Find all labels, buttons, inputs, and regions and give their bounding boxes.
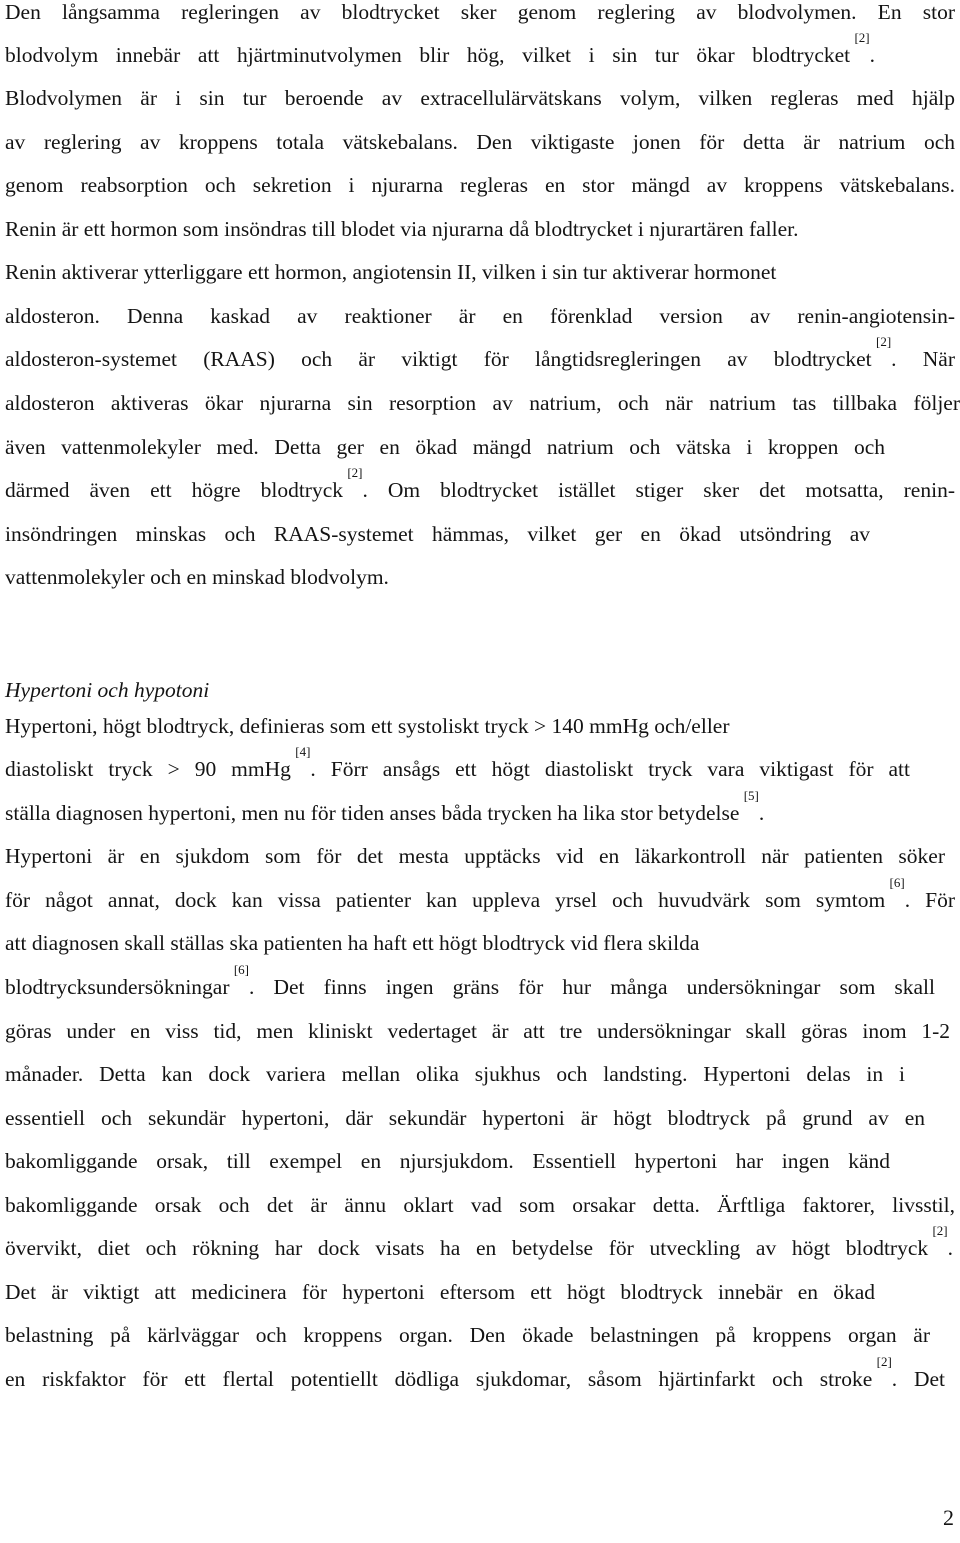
citation-ref: [2] — [347, 465, 363, 480]
text-line: därmed även ett högre blodtryck [2]. Om blodtrycket istället stiger sker det motsatta, renin- — [5, 465, 955, 502]
text-line: bakomliggande orsak, till exempel en njursjukdom. Essentiell hypertoni har ingen känd — [5, 1149, 890, 1173]
text-line: att diagnosen skall ställas ska patienten ha haft ett högt blodtryck vid flera skilda — [5, 931, 700, 955]
text-line: Hypertoni, högt blodtryck, definieras som ett systoliskt tryck > 140 mmHg och/eller — [5, 714, 730, 738]
text-line: Den långsamma regleringen av blodtrycket sker genom reglering av blodvolymen. En stor — [5, 0, 955, 24]
text-line: ställa diagnosen hypertoni, men nu för tiden anses båda trycken ha lika stor betydelse [5]. — [5, 788, 765, 825]
section-heading: Hypertoni och hypotoni — [5, 678, 210, 702]
text-line: insöndringen minskas och RAAS-systemet hämmas, vilket ger en ökad utsöndring av — [5, 522, 870, 546]
citation-ref: [2] — [875, 334, 892, 349]
text-line: av reglering av kroppens totala vätskebalans. Den viktigaste jonen för detta är natrium och — [5, 130, 955, 154]
citation-ref: [2] — [876, 1354, 892, 1369]
text-line: en riskfaktor för ett flertal potentiellt dödliga sjukdomar, såsom hjärtinfarkt och stroke [2]. Det — [5, 1354, 945, 1391]
citation-ref: [5] — [743, 788, 759, 803]
text-line: diastoliskt tryck > 90 mmHg [4]. Förr ansågs ett högt diastoliskt tryck vara viktigast för att — [5, 744, 910, 781]
text-line: aldosteron-systemet (RAAS) och är viktigt för långtidsregleringen av blodtrycket [2]. När — [5, 334, 955, 371]
text-line: aldosteron aktiveras ökar njurarna sin resorption av natrium, och när natrium tas tillbaka följer — [5, 391, 960, 415]
citation-ref: [6] — [233, 962, 249, 977]
citation-ref: [6] — [889, 875, 905, 890]
text-line: essentiell och sekundär hypertoni, där sekundär hypertoni är högt blodtryck på grund av en — [5, 1106, 925, 1130]
text-line: vattenmolekyler och en minskad blodvolym. — [5, 565, 389, 589]
text-line: även vattenmolekyler med. Detta ger en ökad mängd natrium och vätska i kroppen och — [5, 435, 885, 459]
text-line: genom reabsorption och sekretion i njurarna regleras en stor mängd av kroppens vätskebalans. — [5, 173, 955, 197]
text-line: Renin är ett hormon som insöndras till blodet via njurarna då blodtrycket i njurartären faller. — [5, 217, 799, 241]
text-line: Blodvolymen är i sin tur beroende av extracellulärvätskans volym, vilken regleras med hjälp — [5, 86, 955, 110]
text-line: för något annat, dock kan vissa patienter kan uppleva yrsel och huvudvärk som symtom [6]. För — [5, 875, 955, 912]
page-number: 2 — [943, 1505, 954, 1530]
text-line: aldosteron. Denna kaskad av reaktioner är en förenklad version av renin-angiotensin- — [5, 304, 955, 328]
text-line: blodtrycksundersökningar [6]. Det finns ingen gräns för hur många undersökningar som skall — [5, 962, 935, 999]
text-line: Hypertoni är en sjukdom som för det mesta upptäcks vid en läkarkontroll när patienten söker — [5, 844, 945, 868]
citation-ref: [2] — [854, 30, 870, 45]
text-line: blodvolym innebär att hjärtminutvolymen blir hög, vilket i sin tur ökar blodtrycket [2]. — [5, 30, 875, 67]
text-line: bakomliggande orsak och det är ännu oklart vad som orsakar detta. Ärftliga faktorer, livsstil, — [5, 1193, 955, 1217]
text-line: månader. Detta kan dock variera mellan olika sjukhus och landsting. Hypertoni delas in i — [5, 1062, 905, 1086]
text-line: Det är viktigt att medicinera för hypertoni eftersom ett högt blodtryck innebär en ökad — [5, 1280, 875, 1304]
citation-ref: [2] — [932, 1223, 948, 1238]
text-line: göras under en viss tid, men kliniskt vedertaget är att tre undersökningar skall göras inom 1-2 — [5, 1019, 950, 1043]
text-line: belastning på kärlväggar och kroppens organ. Den ökade belastningen på kroppens organ är — [5, 1323, 930, 1347]
text-line: Renin aktiverar ytterliggare ett hormon, angiotensin II, vilken i sin tur aktiverar hormonet — [5, 260, 777, 284]
text-line: övervikt, diet och rökning har dock visats ha en betydelse för utveckling av högt blodtryck [2]. — [5, 1223, 953, 1260]
citation-ref: [4] — [295, 744, 311, 759]
